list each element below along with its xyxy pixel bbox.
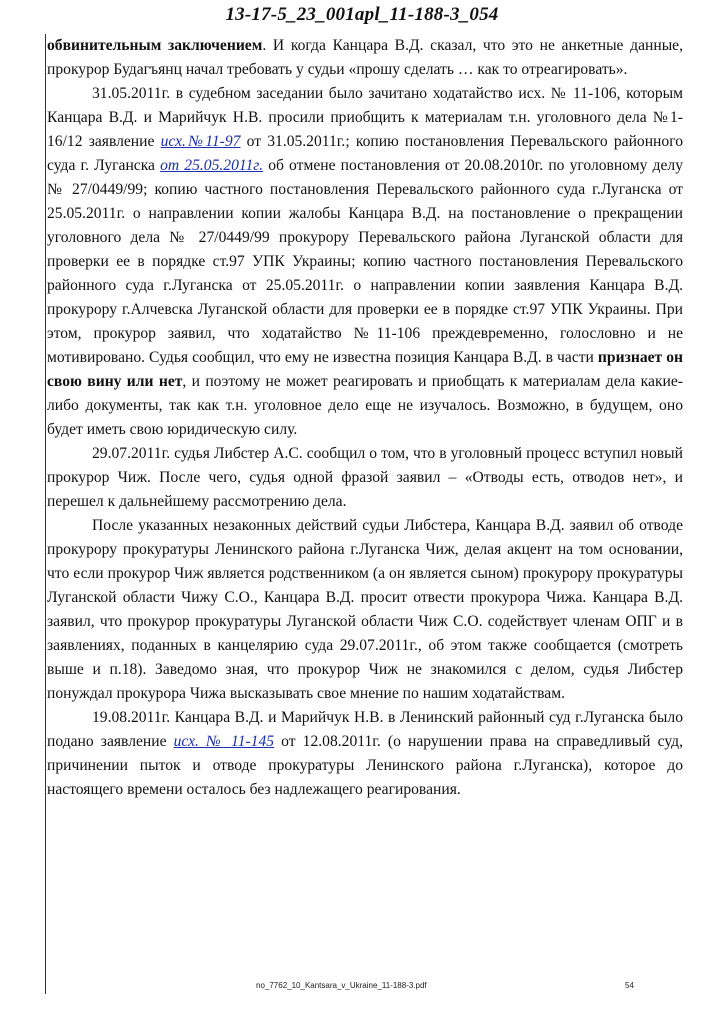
paragraph-text: от 31.05.2011г.; копию постановления Перевальского районного суда г. Луганска xyxy=(47,133,684,174)
paragraph-text: 31.05.2011г. в судебном заседании было зачитано ходатайство исх. № 11-106, которым Канцара В.Д. и Марийчук Н.В. просили приобщить к материалам т.н. уголовного дела №1-16/12 заявление xyxy=(47,85,683,150)
paragraph-5 xyxy=(47,706,683,802)
paragraph-2 xyxy=(47,82,683,442)
bold-phrase: признает он свою вину или нет xyxy=(47,349,683,390)
paragraph-text: 19.08.2011г. Канцара В.Д. и Марийчук Н.В. в Ленинский районный суд г.Луганска было подано заявление xyxy=(47,709,683,750)
document-body xyxy=(47,34,683,802)
paragraph-text: от 12.08.2011г. (о нарушении права на справедливый суд, причинении пыток и отводе прокуратуры Ленинского района г.Луганска), которое до настоящего времени осталось без надлежащего реагирования. xyxy=(47,733,683,798)
paragraph-3: 29.07.2011г. судья Либстер А.С. сообщил о том, что в уголовный процесс вступил новый прокурор Чиж. После чего, судья одной фразой заявил – «Отводы есть, отводов нет», и перешел к дальнейшему рассмотрению дела. xyxy=(47,445,683,510)
bold-phrase: обвинительным заключением xyxy=(47,37,263,54)
paragraph-text: , и поэтому не может реагировать и приобщать к материалам дела какие-либо документы, так как т.н. уголовное дело еще не изучалось. Возможно, в будущем, оно будет иметь свою юридическую силу. xyxy=(47,373,683,438)
link-ref-25-05-2011[interactable]: от 25.05.2011г. xyxy=(160,157,264,174)
footer-filename: no_7762_10_Kantsara_v_Ukraine_11-188-3.pdf xyxy=(256,981,427,990)
page-header: 13-17-5_23_001apl_11-188-3_054 xyxy=(225,4,499,25)
left-margin-rule xyxy=(45,34,46,994)
link-ref-11-145[interactable]: исх. № 11-145 xyxy=(173,733,275,750)
paragraph-text: . И когда Канцара В.Д. сказал, что это не анкетные данные, прокурор Будагъянц начал требовать у судьи «прошу сделать … как то отреагировать». xyxy=(47,37,683,78)
link-ref-11-97[interactable]: исх.№11-97 xyxy=(160,133,241,150)
page-number: 54 xyxy=(625,981,634,990)
paragraph-text: об отмене постановления от 20.08.2010г. по уголовному делу № 27/0449/99; копию частного постановления Перевальского районного суда г.Луганска от 25.05.2011г. о направлении копии жалобы Канцара В.Д. на постановление о прекращении уголовного дела № 27/0449/99 прокурору Перевальского района Луганской области для проверки ее в порядке ст.97 УПК Украины; копию частного постановления Перевальского районного суда г.Луганска от 25.05.2011г. о направлении копии заявления Канцара В.Д. прокурору г.Алчевска Луганской области для проверки ее в порядке ст.97 УПК Украины. При этом, прокурор заявил, что ходатайство №11-106 преждевременно, голословно и не мотивировано. Судья сообщил, что ему не известна позиция Канцара В.Д. в части xyxy=(47,157,683,366)
paragraph-4: После указанных незаконных действий судьи Либстера, Канцара В.Д. заявил об отводе прокурору прокуратуры Ленинского района г.Луганска Чиж, делая акцент на том основании, что если прокурор Чиж является родственником (а он является сыном) прокурору прокуратуры Луганской области Чижу С.О., Канцара В.Д. просит отвести прокурора Чижа. Канцара В.Д. заявил, что прокурор прокуратуры Луганской области Чиж С.О. содействует членам ОПГ и в заявлениях, поданных в канцелярию суда 29.07.2011г., об этом также сообщается (смотреть выше и п.18). Заведомо зная, что прокурор Чиж не знакомился с делом, судья Либстер понуждал прокурора Чижа высказывать свое мнение по нашим ходатайствам. xyxy=(47,517,683,702)
paragraph-1 xyxy=(47,34,683,82)
